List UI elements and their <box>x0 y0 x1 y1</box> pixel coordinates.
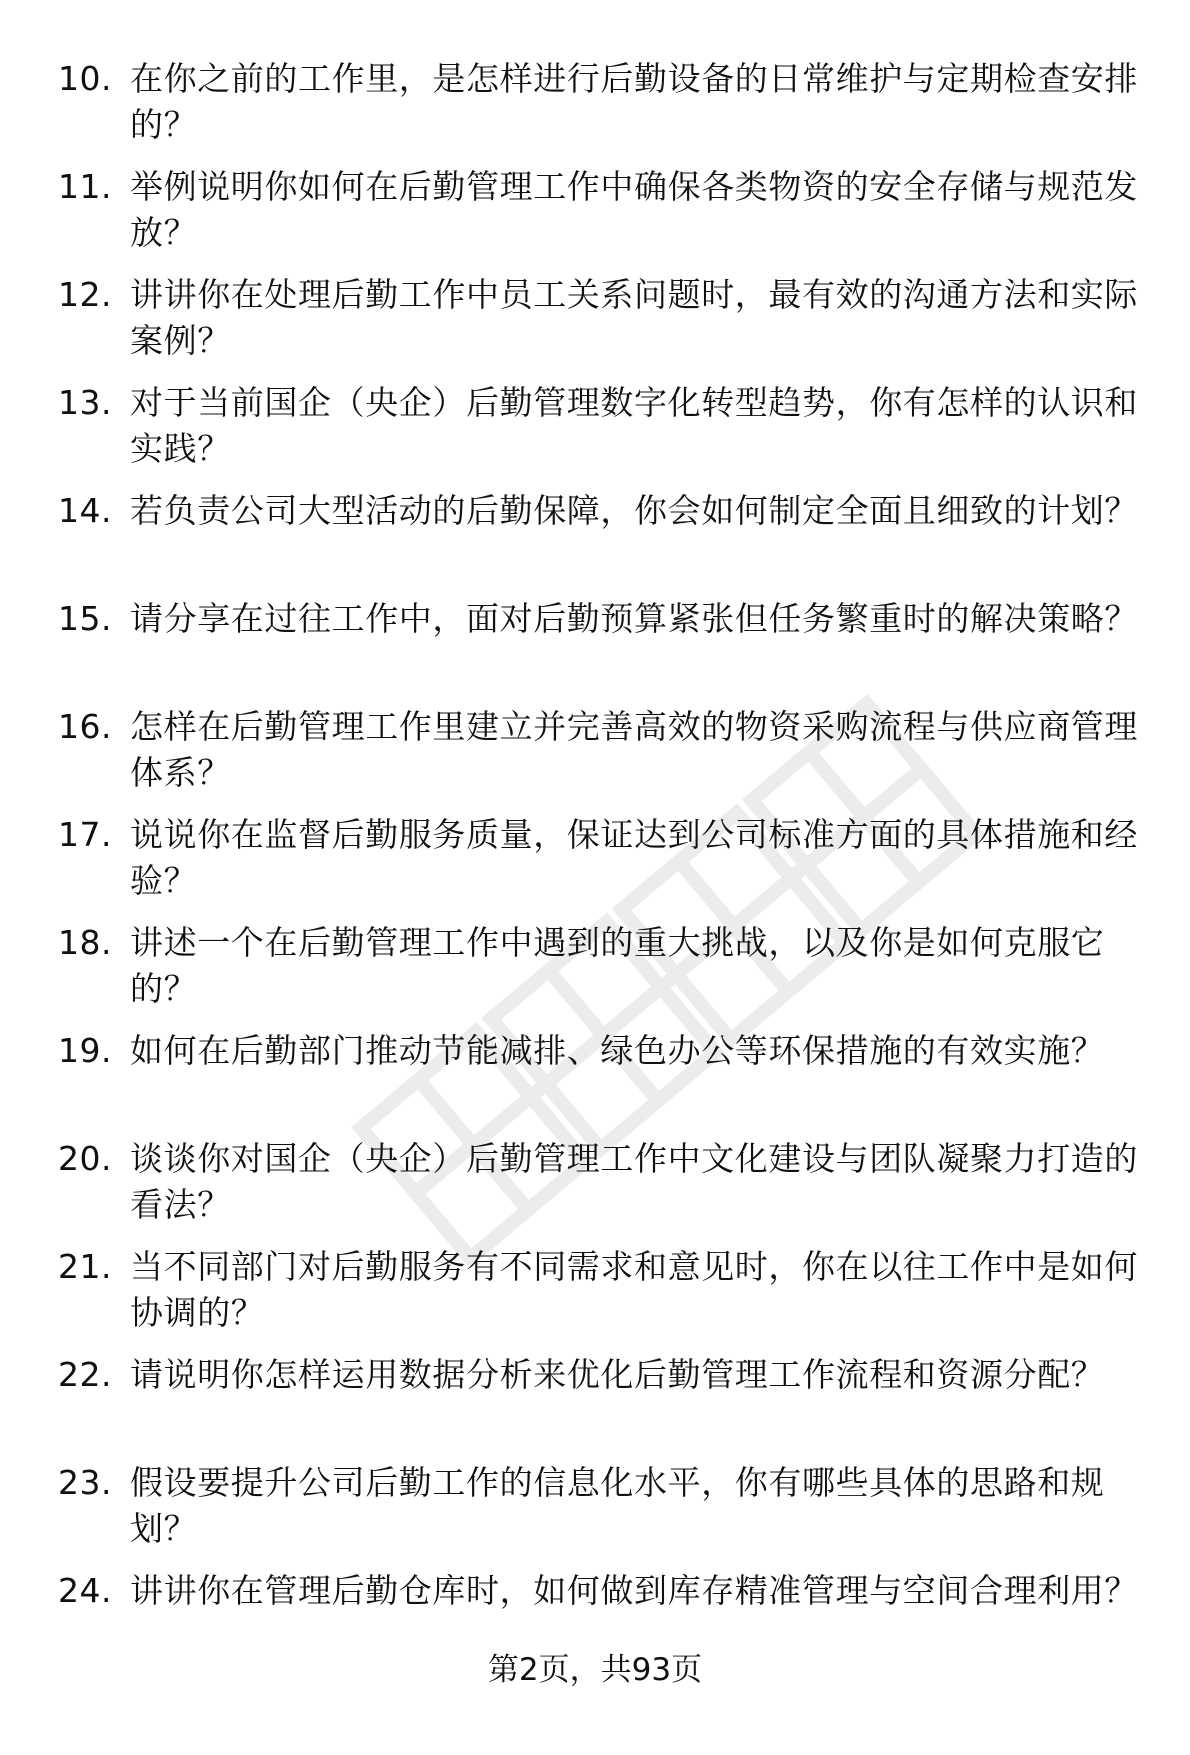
list-item <box>58 596 1158 688</box>
list-item <box>58 488 1158 580</box>
question-number: 19. <box>58 1031 112 1070</box>
question-number: 17. <box>58 815 112 854</box>
question-number: 23. <box>58 1463 112 1502</box>
question-list <box>58 56 1158 1676</box>
question-number: 12. <box>58 275 112 314</box>
question-number: 22. <box>58 1355 112 1394</box>
list-item <box>58 920 1158 1012</box>
page-footer <box>0 1650 1190 1690</box>
list-item <box>58 1460 1158 1552</box>
question-text: 假设要提升公司后勤工作的信息化水平，你有哪些具体的思路和规划？ <box>130 1463 1105 1548</box>
question-text: 举例说明你如何在后勤管理工作中确保各类物资的安全存储与规范发放？ <box>130 167 1138 252</box>
question-text: 讲述一个在后勤管理工作中遇到的重大挑战，以及你是如何克服它的？ <box>130 923 1105 1008</box>
question-number: 15. <box>58 599 112 638</box>
question-number: 11. <box>58 167 112 206</box>
question-number: 16. <box>58 707 112 746</box>
list-item <box>58 1028 1158 1120</box>
list-item <box>58 272 1158 364</box>
list-item <box>58 1352 1158 1444</box>
question-text: 请说明你怎样运用数据分析来优化后勤管理工作流程和资源分配？ <box>130 1355 1105 1394</box>
question-text: 讲讲你在管理后勤仓库时，如何做到库存精准管理与空间合理利用？ <box>130 1571 1138 1610</box>
question-number: 18. <box>58 923 112 962</box>
question-number: 13. <box>58 383 112 422</box>
page-number-label: 第2页，共93页 <box>487 1652 703 1688</box>
question-text: 请分享在过往工作中，面对后勤预算紧张但任务繁重时的解决策略？ <box>130 599 1138 638</box>
question-text: 谈谈你对国企（央企）后勤管理工作中文化建设与团队凝聚力打造的看法？ <box>130 1139 1138 1224</box>
list-item <box>58 164 1158 256</box>
question-number: 24. <box>58 1571 112 1610</box>
question-text: 说说你在监督后勤服务质量，保证达到公司标准方面的具体措施和经验？ <box>130 815 1138 900</box>
list-item <box>58 1568 1158 1660</box>
question-text: 怎样在后勤管理工作里建立并完善高效的物资采购流程与供应商管理体系？ <box>130 707 1138 792</box>
list-item <box>58 704 1158 796</box>
list-item <box>58 1136 1158 1228</box>
question-text: 若负责公司大型活动的后勤保障，你会如何制定全面且细致的计划？ <box>130 491 1138 530</box>
question-number: 10. <box>58 59 112 98</box>
question-text: 在你之前的工作里，是怎样进行后勤设备的日常维护与定期检查安排的？ <box>130 59 1138 144</box>
question-text: 讲讲你在处理后勤工作中员工关系问题时，最有效的沟通方法和实际案例？ <box>130 275 1138 360</box>
question-number: 20. <box>58 1139 112 1178</box>
question-text: 对于当前国企（央企）后勤管理数字化转型趋势，你有怎样的认识和实践？ <box>130 383 1138 468</box>
list-item <box>58 812 1158 904</box>
question-number: 21. <box>58 1247 112 1286</box>
list-item <box>58 56 1158 148</box>
question-text: 当不同部门对后勤服务有不同需求和意见时，你在以往工作中是如何协调的？ <box>130 1247 1138 1332</box>
question-number: 14. <box>58 491 112 530</box>
list-item <box>58 380 1158 472</box>
question-text: 如何在后勤部门推动节能减排、绿色办公等环保措施的有效实施？ <box>130 1031 1105 1070</box>
list-item <box>58 1244 1158 1336</box>
